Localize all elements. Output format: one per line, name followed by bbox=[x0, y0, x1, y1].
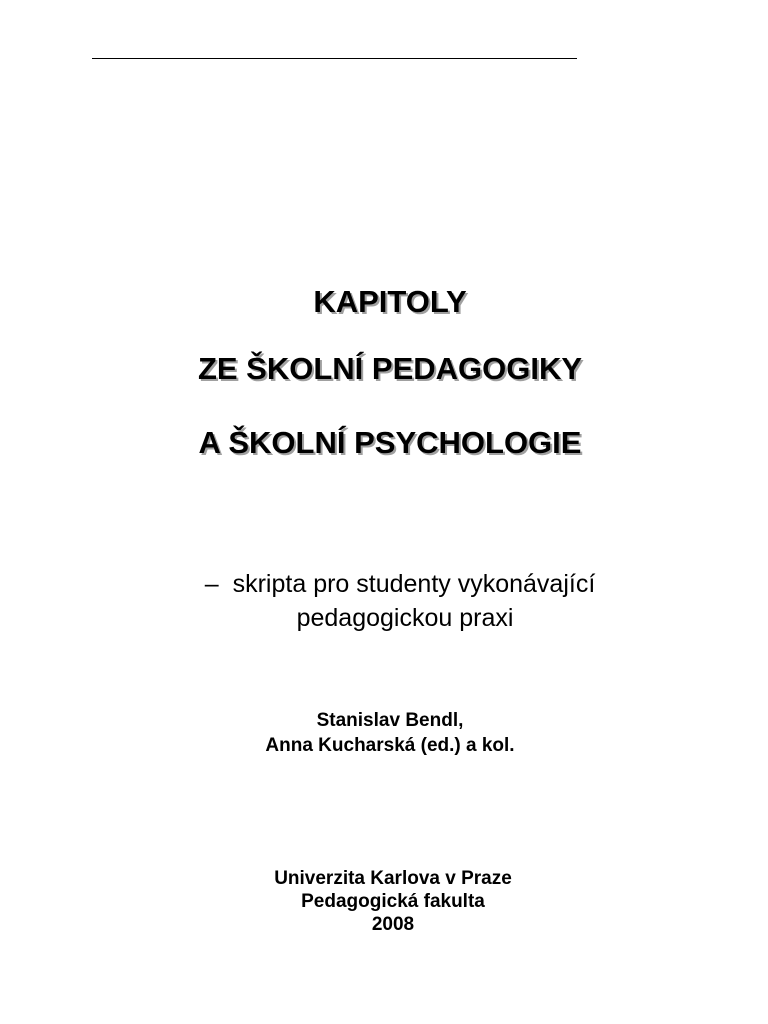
title-line-2: ZE ŠKOLNÍ PEDAGOGIKY bbox=[197, 351, 583, 386]
publisher-faculty: Pedagogická fakulta bbox=[301, 891, 485, 912]
subtitle-text-1: skripta pro studenty vykonávající bbox=[232, 570, 596, 598]
header-rule bbox=[92, 58, 577, 59]
author-line-1: Stanislav Bendl, bbox=[316, 710, 464, 731]
subtitle-dash: – bbox=[204, 570, 219, 598]
publisher-university: Univerzita Karlova v Praze bbox=[274, 868, 512, 889]
subtitle-line-2: pedagogickou praxi bbox=[296, 604, 514, 632]
title-line-3: A ŠKOLNÍ PSYCHOLOGIE bbox=[198, 425, 582, 460]
title-line-1: KAPITOLY bbox=[313, 284, 467, 319]
publication-year: 2008 bbox=[371, 914, 415, 935]
subtitle-line-1 bbox=[0, 567, 768, 601]
author-line-2: Anna Kucharská (ed.) a kol. bbox=[265, 735, 515, 756]
